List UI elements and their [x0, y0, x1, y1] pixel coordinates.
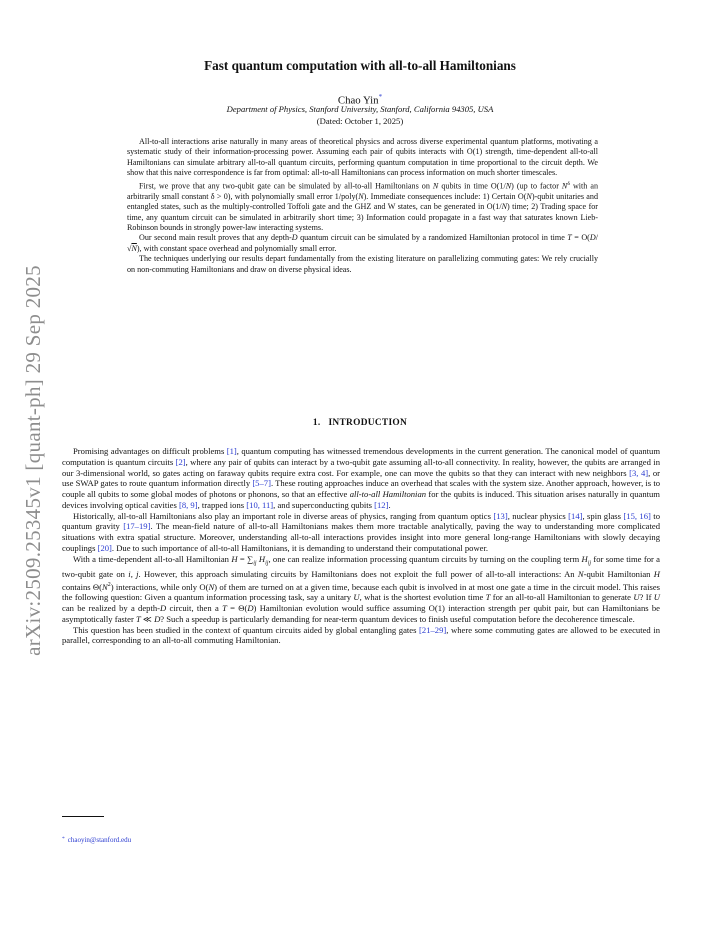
- introduction-body: [62, 446, 660, 646]
- body-paragraph-3: With a time-dependent all-to-all Hamiltonian $H = \sum_{ij}$ $H_{ij}$, one can realize information processing quantum circuits by turning on the coupling term $H_{ij}$ for some time for a two-qubit gate on i, j. However, this approach simulating circuits by Hamiltonians does not exploit the full power of all-to-all interactions: An N-qubit Hamiltonian H contains $\Theta(N^2)$ interactions, while only O(N) of them are turned on at a given time, because each qubit is involved in at most one gate a time in the circuit model. This raises the following question: Given a quantum information processing task, say a unitary U, what is the shortest evolution time T for an all-to-all Hamiltonian to generate U? If U can be realized by a depth-D circuit, then a T = Θ(D) Hamiltonian evolution would suffice assuming O(1) interaction strength per qubit pair, but can Hamiltonians be asymptotically faster T ≪ D? Such a speedup is particularly demanding for near-term quantum devices to finish useful computation before the decoherence timescale.: [62, 553, 660, 624]
- footnote: [62, 836, 131, 844]
- citation-link[interactable]: [15, 16]: [623, 510, 651, 521]
- citation-link[interactable]: [3, 4]: [629, 467, 649, 478]
- body-paragraph-2: Historically, all-to-all Hamiltonians also play an important role in diverse areas of physics, ranging from quantum optics [13], nuclear physics [14], spin glass [15, 16] to quantum gravity [17–19]. The mean-field nature of all-to-all Hamiltonians makes them more tractable analytically, paving the way to understanding more complicated situations with extra spatial structure. Moreover, understanding all-to-all interactions provides insight into more general long-range Hamiltonians with slowly decaying couplings [20]. Due to such importance of all-to-all Hamiltonians, it is demanding to understand their computational power.: [62, 510, 660, 553]
- author-name: Chao Yin: [337, 94, 379, 107]
- citation-link[interactable]: [8, 9]: [178, 499, 198, 510]
- section-number: 1.: [312, 418, 321, 428]
- footnote-divider: [62, 816, 104, 817]
- abstract-paragraph-4: The techniques underlying our results depart fundamentally from the existing literature on parallelizing commuting gates: We rely crucially on non-commuting Hamiltonians and draw on diverse physical ideas.: [127, 254, 598, 274]
- body-paragraph-4: This question has been studied in the context of quantum circuits aided by global entangling gates [21–29], where some commuting gates are allowed to be executed in parallel, corresponding to an all-to-all commuting Hamiltonian.: [62, 624, 661, 646]
- section-title: INTRODUCTION: [328, 418, 408, 428]
- footnote-marker: *: [62, 836, 65, 842]
- abstract-paragraph-3: Our second main result proves that any depth-D quantum circuit can be simulated by a randomized Hamiltonian protocol in time T = O(D/√N), with constant space overhead and polynomially small error.: [127, 233, 598, 253]
- citation-link[interactable]: [5–7]: [252, 478, 271, 489]
- citation-link[interactable]: [20]: [97, 542, 112, 553]
- citation-link[interactable]: [14]: [568, 510, 583, 521]
- footnote-email-link[interactable]: chaoyin@stanford.edu: [67, 836, 132, 844]
- body-paragraph-1: Promising advantages on difficult problems [1], quantum computing has witnessed tremendous developments in the current generation. The canonical model of quantum computation is quantum circuits [2], where any pair of qubits can interact by a two-qubit gate assuming all-to-all connectivity. In reality, however, the qubits are arranged in our 3-dimensional world, so gates acting on faraway qubits require extra cost. For example, one can move the qubits so that they can interact with new neighbors [3, 4], or use SWAP gates to route quantum information directly [5–7]. These routing approaches induce an overhead that scales with the system size. Another approach, however, is to couple all qubits to some global modes of photons or phonons, so that an effective all-to-all Hamiltonian for the qubits is induced. This situation arises naturally in quantum devices involving optical cavities [8, 9], trapped ions [10, 11], and superconducting qubits [12].: [62, 446, 661, 510]
- abstract: [127, 137, 598, 275]
- citation-link[interactable]: [10, 11]: [246, 499, 274, 510]
- citation-link[interactable]: [13]: [493, 510, 508, 521]
- citation-link[interactable]: [12]: [374, 499, 389, 510]
- author-affiliation: Department of Physics, Stanford University, Stanford, California 94305, USA: [226, 104, 494, 114]
- citation-link[interactable]: [21–29]: [419, 624, 447, 635]
- abstract-paragraph-2: First, we prove that any two-qubit gate can be simulated by all-to-all Hamiltonians on N qubits in time O(1/N) (up to factor $N^\delta$ with an arbitrarily small constant δ > 0), with polynomially small error 1/poly(N). Immediate consequences include: 1) Certain O(N)-qubit unitaries and entangled states, such as the multiply-controlled Toffoli gate and the GHZ and W states, can be generated in O(1/N) time; 2) Trading space for time, any quantum circuit can be simulated in arbitrarily short time; 3) Information could propagate in a fast way that saturates known Lieb-Robinson bounds in strongly power-law interacting systems.: [127, 180, 599, 232]
- date-line: (Dated: October 1, 2025): [316, 116, 404, 126]
- section-heading-introduction: [0, 418, 720, 428]
- arxiv-identifier-stamp: [6, 250, 60, 670]
- citation-link[interactable]: [1]: [226, 446, 237, 456]
- arxiv-identifier-text: arXiv:2509.25345v1 [quant-ph] 29 Sep 2025: [20, 264, 45, 656]
- paper-title: Fast quantum computation with all-to-all Hamiltonians: [204, 58, 516, 73]
- citation-link[interactable]: [17–19]: [123, 521, 151, 532]
- abstract-paragraph-1: All-to-all interactions arise naturally in many areas of theoretical physics and across diverse experimental quantum platforms, motivating a systematic study of their information-processing power. Assuming each pair of qubits interacts with O(1) strength, time-dependent all-to-all Hamiltonians can simulate arbitrary all-to-all quantum circuits, performing quantum computation in time proportional to the circuit depth. We show that this naive correspondence is far from optimal: all-to-all Hamiltonians can process information on much shorter timescales.: [127, 137, 598, 178]
- author-footnote-link[interactable]: *: [378, 93, 383, 101]
- citation-link[interactable]: [2]: [175, 456, 186, 467]
